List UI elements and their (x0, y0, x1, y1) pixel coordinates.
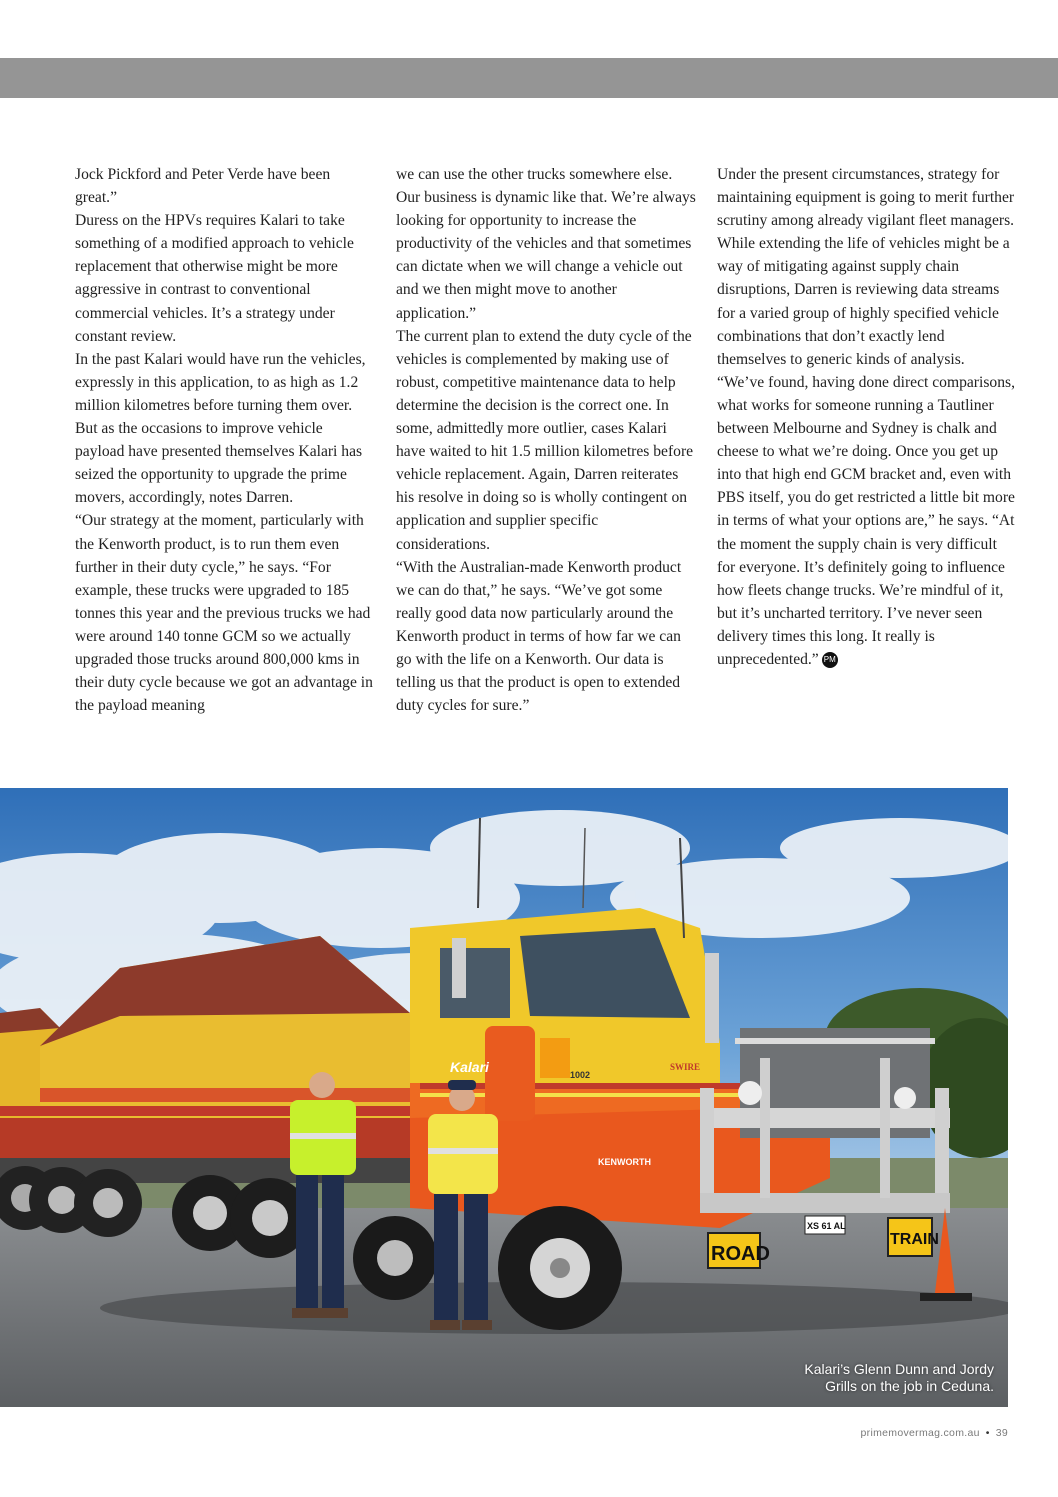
truck-photo (0, 788, 1008, 1407)
page-footer (861, 1427, 1008, 1439)
header-band (0, 58, 1058, 98)
article-column-1 (75, 163, 375, 717)
page-number: 39 (995, 1427, 1008, 1439)
article-column-3 (717, 163, 1017, 671)
licence-plate: XS 61 AL (807, 1221, 846, 1231)
paragraph: Jock Pickford and Peter Verde have been great.” (75, 166, 331, 207)
paragraph: Under the present circumstances, strategy for maintaining equipment is going to merit further scrutiny among already vigilant fleet managers. While extending the life of vehicles might be a way of mitigating against supply chain disruptions, Darren is reviewing data streams for a varied group of highly specified vehicle combinations that don’t exactly lend themselves to generic kinds of analysis. (717, 166, 1015, 368)
caption-line: Kalari’s Glenn Dunn and Jordy (804, 1361, 994, 1377)
road-sign: ROAD (711, 1243, 770, 1265)
article-column-2 (396, 163, 696, 717)
truck-number-label: 1002 (570, 1070, 591, 1080)
train-sign: TRAIN (890, 1231, 939, 1248)
kenworth-badge: KENWORTH (598, 1157, 651, 1167)
paragraph (717, 371, 1017, 671)
caption-line: Grills on the job in Ceduna. (825, 1378, 994, 1394)
paragraph: we can use the other trucks somewhere else. Our business is dynamic like that. We’re always looking for opportunity to increase the productivity of the vehicles and that sometimes can dictate when we will change a vehicle out and we then might move to another application.” (396, 166, 696, 322)
paragraph: “With the Australian-made Kenworth product we can do that,” he says. “We’ve got some really good data now particularly around the Kenworth product in terms of how far we can go with the life on a Kenworth. Our data is telling us that the product is open to extended duty cycles for sure.” (396, 558, 682, 715)
end-mark-icon: PM (822, 652, 838, 668)
sponsor-label: SWIRE (670, 1062, 701, 1072)
paragraph: “Our strategy at the moment, particularly with the Kenworth product, is to run them even further in their duty cycle,” he says. “For example, these trucks were upgraded to 185 tonnes this year and the previous trucks we had were around 140 tonne GCM so we actually upgraded those trucks around 800,000 kms in their duty cycle because we got an advantage in the payload meaning (75, 512, 373, 715)
truck-brand-label: Kalari (450, 1059, 489, 1075)
paragraph: In the past Kalari would have run the vehicles, expressly in this application, to as high as 1.2 million kilometres before turning them over. But as the occasions to improve vehicle payload have presented themselves Kalari has seized the opportunity to upgrade the prime movers, accordingly, notes Darren. (75, 350, 366, 507)
paragraph: The current plan to extend the duty cycle of the vehicles is complemented by making use of robust, competitive maintenance data to help determine the decision is the correct one. In some, admittedly more outlier, cases Kalari have waited to hit 1.5 million kilometres before vehicle replacement. Again, Darren reiterates his resolve in doing so is wholly contingent on application and supplier specific considerations. (396, 327, 694, 553)
photo-caption (804, 1361, 994, 1395)
bullet-icon: • (985, 1427, 990, 1439)
truck-illustration (0, 788, 1008, 1407)
paragraph: Duress on the HPVs requires Kalari to take something of a modified approach to vehicle replacement that otherwise might be more aggressive in contrast to conventional commercial vehicles. It’s a strategy under constant review. (75, 212, 354, 345)
website-link[interactable]: primemovermag.com.au (860, 1427, 980, 1439)
paragraph-text: “We’ve found, having done direct comparisons, what works for someone running a Tautliner between Melbourne and Sydney is chalk and cheese to what we’re doing. Once you get up into that high end GCM bracket and, even with PBS itself, you do get restricted a little bit more in terms of what your options are,” he says. “At the moment the supply chain is very difficult for everyone. It’s definitely going to influence how fleets change trucks. We’re mindful of it, but it’s uncharted territory. I’ve never seen delivery times this long. It really is unprecedented.” (717, 373, 1015, 668)
